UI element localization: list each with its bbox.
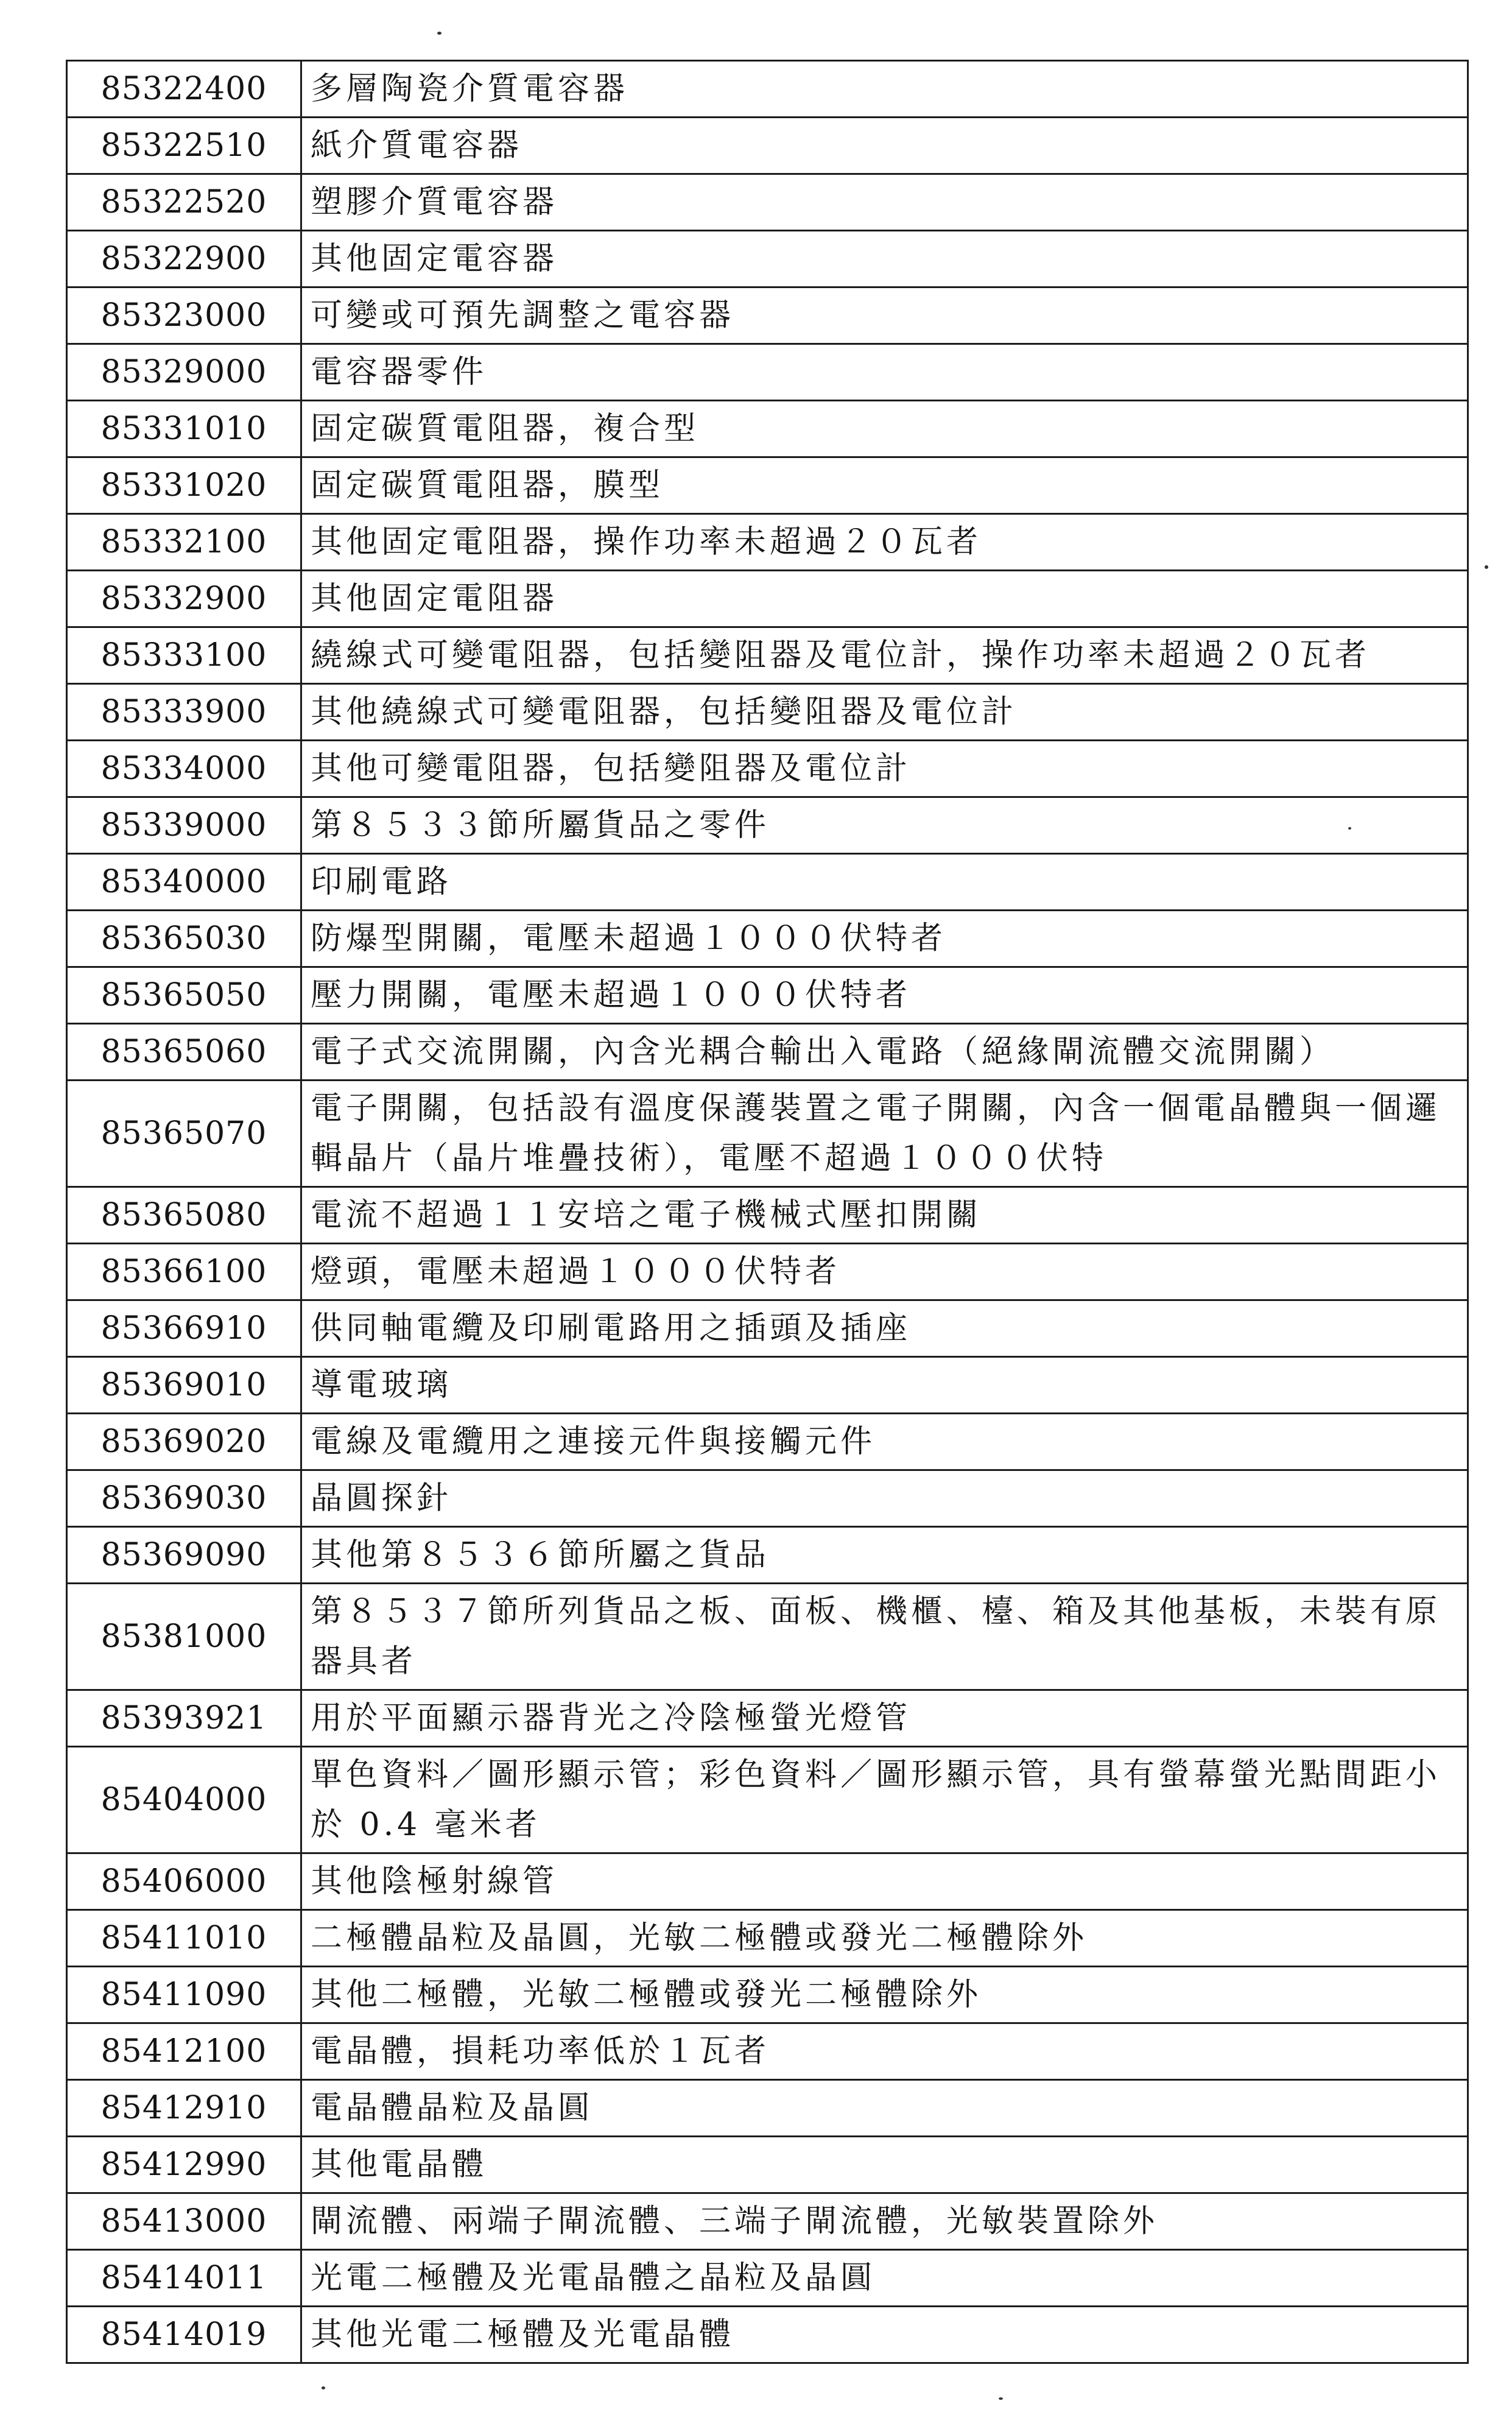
description-cell: 晶圓探針 [301, 1470, 1468, 1527]
scan-speck [999, 2397, 1003, 2400]
tariff-code-cell: 85332900 [67, 571, 301, 627]
description-cell: 電流不超過１１安培之電子機械式壓扣開關 [301, 1187, 1468, 1244]
tariff-code-cell: 85411010 [67, 1910, 301, 1967]
table-row [67, 1357, 1468, 1414]
tariff-code-cell: 85366100 [67, 1244, 301, 1300]
table-row [67, 1747, 1468, 1853]
tariff-code-cell: 85365050 [67, 967, 301, 1024]
description-cell: 閘流體、兩端子閘流體、三端子閘流體，光敏裝置除外 [301, 2193, 1468, 2250]
table-row [67, 401, 1468, 457]
table-row [67, 1690, 1468, 1747]
description-cell: 電子開關，包括設有溫度保護裝置之電子開關，內含一個電晶體與一個邏輯晶片（晶片堆疊技術），電壓不超過１０００伏特 [301, 1081, 1468, 1187]
tariff-code-cell: 85369010 [67, 1357, 301, 1414]
tariff-code-cell: 85414019 [67, 2307, 301, 2363]
description-cell: 其他固定電阻器，操作功率未超過２０瓦者 [301, 514, 1468, 571]
description-cell: 其他陰極射線管 [301, 1853, 1468, 1910]
table-row [67, 1187, 1468, 1244]
tariff-code-cell: 85331010 [67, 401, 301, 457]
description-cell: 紙介質電容器 [301, 118, 1468, 174]
description-cell: 電子式交流開關，內含光耦合輸出入電路（絕緣閘流體交流開關） [301, 1024, 1468, 1081]
description-cell: 用於平面顯示器背光之冷陰極螢光燈管 [301, 1690, 1468, 1747]
scan-speck [1348, 827, 1351, 830]
description-cell: 電晶體，損耗功率低於１瓦者 [301, 2023, 1468, 2080]
table-row [67, 2307, 1468, 2363]
tariff-code-cell: 85393921 [67, 1690, 301, 1747]
table-row [67, 514, 1468, 571]
table-row [67, 1910, 1468, 1967]
description-cell: 第８５３３節所屬貨品之零件 [301, 797, 1468, 854]
tariff-code-cell: 85365070 [67, 1081, 301, 1187]
description-cell: 防爆型開關，電壓未超過１０００伏特者 [301, 911, 1468, 967]
table-row [67, 627, 1468, 684]
scan-speck [322, 2386, 325, 2389]
tariff-code-cell: 85411090 [67, 1967, 301, 2023]
table-row [67, 1024, 1468, 1081]
table-row [67, 854, 1468, 911]
description-cell: 電容器零件 [301, 344, 1468, 401]
tariff-code-cell: 85333900 [67, 684, 301, 741]
tariff-code-cell: 85322400 [67, 61, 301, 118]
table-row [67, 1853, 1468, 1910]
tariff-code-cell: 85365060 [67, 1024, 301, 1081]
table-row [67, 2250, 1468, 2307]
table-row [67, 1300, 1468, 1357]
table-row [67, 1584, 1468, 1690]
description-cell: 固定碳質電阻器，複合型 [301, 401, 1468, 457]
tariff-code-cell: 85414011 [67, 2250, 301, 2307]
description-cell: 其他電晶體 [301, 2137, 1468, 2193]
description-cell: 單色資料／圖形顯示管；彩色資料／圖形顯示管，具有螢幕螢光點間距小於 0.4 毫米者 [301, 1747, 1468, 1853]
table-body [67, 61, 1468, 2363]
table-row [67, 571, 1468, 627]
table-row [67, 1967, 1468, 2023]
description-cell: 燈頭，電壓未超過１０００伏特者 [301, 1244, 1468, 1300]
tariff-code-cell: 85334000 [67, 741, 301, 797]
description-cell: 電晶體晶粒及晶圓 [301, 2080, 1468, 2137]
table-row [67, 1244, 1468, 1300]
description-cell: 光電二極體及光電晶體之晶粒及晶圓 [301, 2250, 1468, 2307]
tariff-code-cell: 85331020 [67, 457, 301, 514]
tariff-code-cell: 85322510 [67, 118, 301, 174]
tariff-code-cell: 85323000 [67, 287, 301, 344]
description-cell: 其他第８５３６節所屬之貨品 [301, 1527, 1468, 1584]
description-cell: 其他繞線式可變電阻器，包括變阻器及電位計 [301, 684, 1468, 741]
table-row [67, 967, 1468, 1024]
tariff-code-cell: 85406000 [67, 1853, 301, 1910]
table-row [67, 2137, 1468, 2193]
tariff-code-cell: 85404000 [67, 1747, 301, 1853]
table-row [67, 61, 1468, 118]
table-row [67, 344, 1468, 401]
tariff-code-cell: 85365030 [67, 911, 301, 967]
description-cell: 壓力開關，電壓未超過１０００伏特者 [301, 967, 1468, 1024]
tariff-code-cell: 85322520 [67, 174, 301, 231]
description-cell: 第８５３７節所列貨品之板、面板、機櫃、檯、箱及其他基板，未裝有原器具者 [301, 1584, 1468, 1690]
description-cell: 其他可變電阻器，包括變阻器及電位計 [301, 741, 1468, 797]
table-row [67, 911, 1468, 967]
tariff-code-cell: 85332100 [67, 514, 301, 571]
tariff-code-cell: 85369030 [67, 1470, 301, 1527]
description-cell: 電線及電纜用之連接元件與接觸元件 [301, 1414, 1468, 1470]
tariff-code-cell: 85412990 [67, 2137, 301, 2193]
table-row [67, 1527, 1468, 1584]
description-cell: 固定碳質電阻器，膜型 [301, 457, 1468, 514]
tariff-code-cell: 85369090 [67, 1527, 301, 1584]
tariff-code-cell: 85365080 [67, 1187, 301, 1244]
table-row [67, 1081, 1468, 1187]
tariff-code-cell: 85369020 [67, 1414, 301, 1470]
scan-speck [437, 32, 441, 35]
table-row [67, 797, 1468, 854]
tariff-code-cell: 85412910 [67, 2080, 301, 2137]
table-row [67, 457, 1468, 514]
table-row [67, 231, 1468, 287]
description-cell: 繞線式可變電阻器，包括變阻器及電位計，操作功率未超過２０瓦者 [301, 627, 1468, 684]
table-row [67, 2023, 1468, 2080]
description-cell: 多層陶瓷介質電容器 [301, 61, 1468, 118]
table-row [67, 1470, 1468, 1527]
table-row [67, 2080, 1468, 2137]
tariff-code-cell: 85329000 [67, 344, 301, 401]
table-row [67, 174, 1468, 231]
description-cell: 其他光電二極體及光電晶體 [301, 2307, 1468, 2363]
description-cell: 其他二極體，光敏二極體或發光二極體除外 [301, 1967, 1468, 2023]
description-cell: 其他固定電容器 [301, 231, 1468, 287]
tariff-code-cell: 85381000 [67, 1584, 301, 1690]
tariff-code-cell: 85340000 [67, 854, 301, 911]
description-cell: 塑膠介質電容器 [301, 174, 1468, 231]
description-cell: 可變或可預先調整之電容器 [301, 287, 1468, 344]
tariff-code-cell: 85412100 [67, 2023, 301, 2080]
description-cell: 二極體晶粒及晶圓，光敏二極體或發光二極體除外 [301, 1910, 1468, 1967]
table-row [67, 741, 1468, 797]
table-row [67, 2193, 1468, 2250]
tariff-code-cell: 85333100 [67, 627, 301, 684]
description-cell: 印刷電路 [301, 854, 1468, 911]
description-cell: 導電玻璃 [301, 1357, 1468, 1414]
table-row [67, 684, 1468, 741]
tariff-code-table [66, 60, 1469, 2364]
table-row [67, 1414, 1468, 1470]
scan-speck [1485, 565, 1488, 569]
tariff-code-cell: 85322900 [67, 231, 301, 287]
tariff-code-cell: 85366910 [67, 1300, 301, 1357]
table-row [67, 287, 1468, 344]
tariff-code-cell: 85339000 [67, 797, 301, 854]
tariff-code-cell: 85413000 [67, 2193, 301, 2250]
description-cell: 供同軸電纜及印刷電路用之插頭及插座 [301, 1300, 1468, 1357]
table-row [67, 118, 1468, 174]
description-cell: 其他固定電阻器 [301, 571, 1468, 627]
